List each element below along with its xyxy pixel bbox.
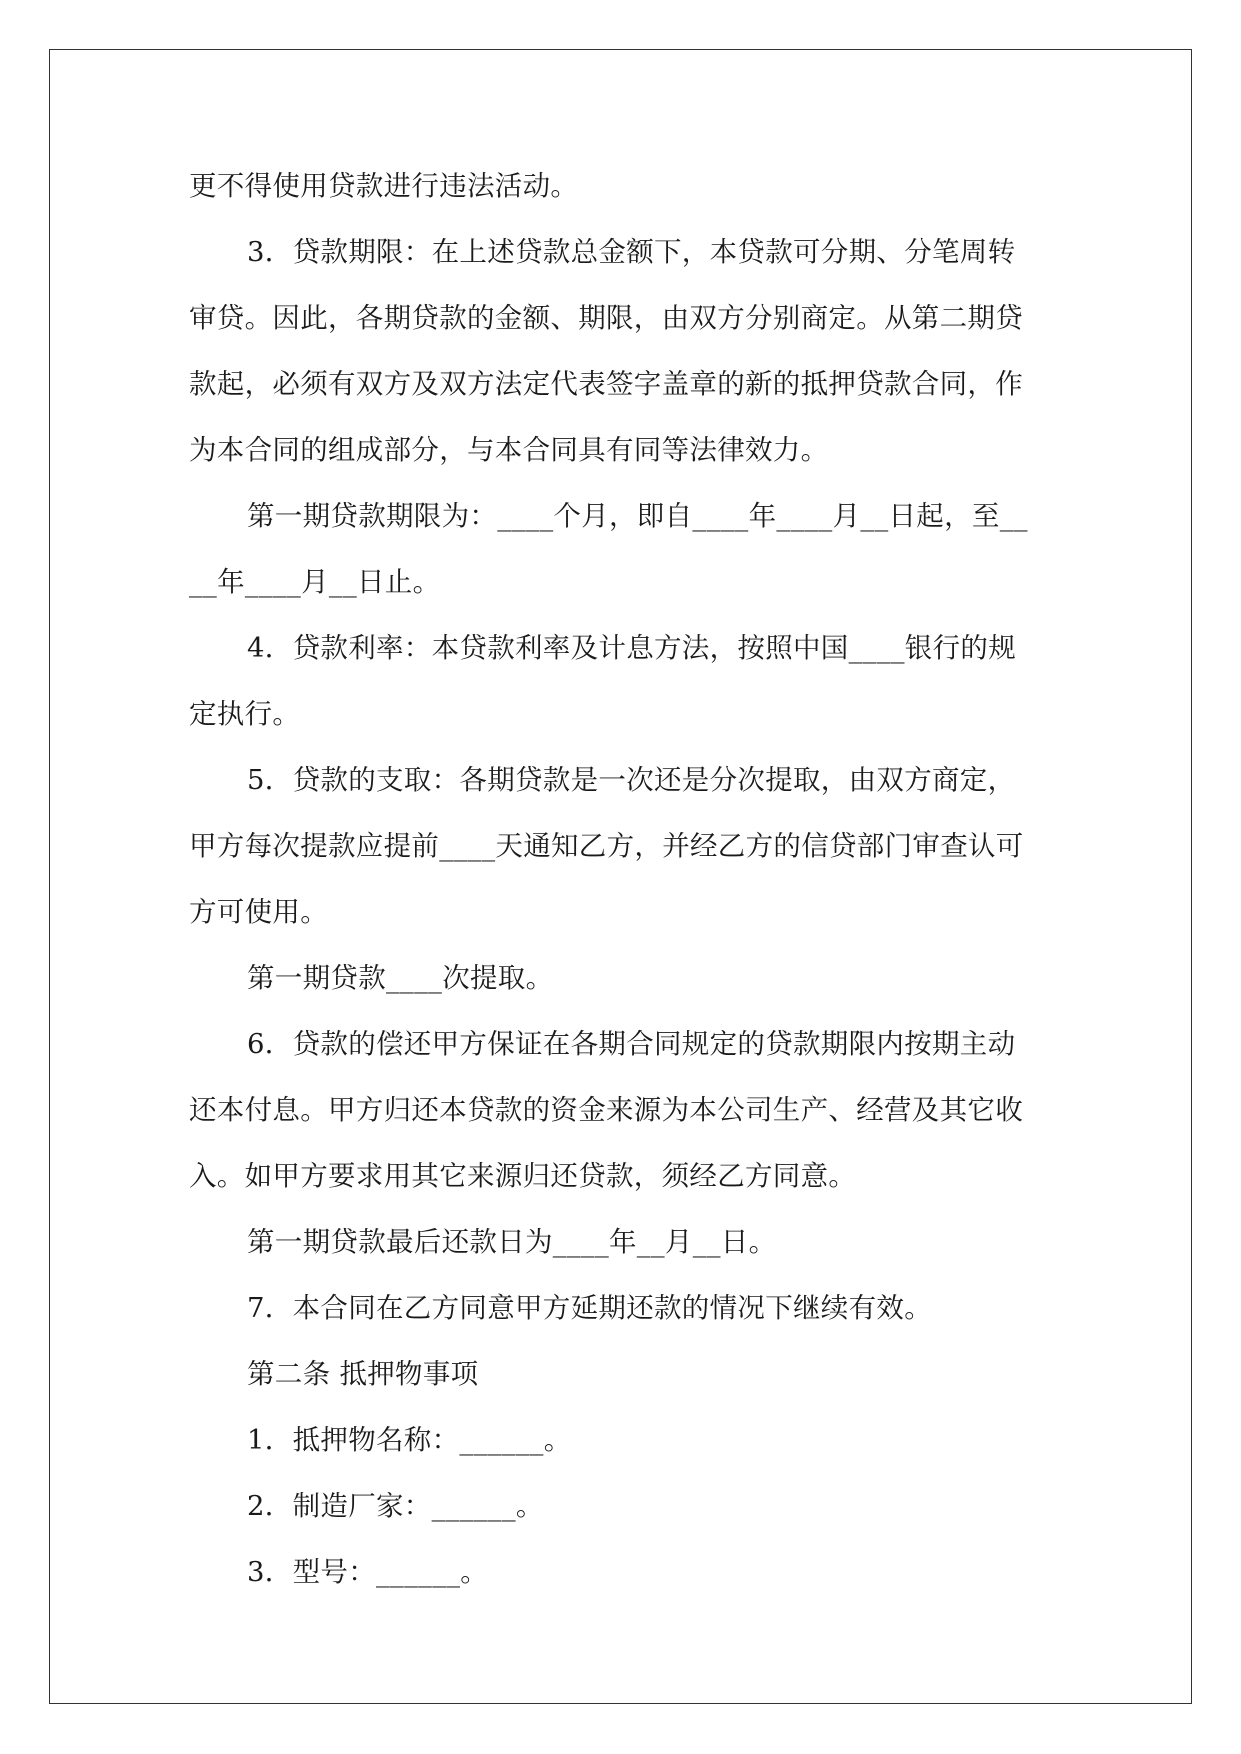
text-line: 6．贷款的偿还甲方保证在各期合同规定的贷款期限内按期主动 <box>247 1028 1016 1060</box>
text-line: 方可使用。 <box>189 896 328 928</box>
text-line: 甲方每次提款应提前____天通知乙方，并经乙方的信贷部门审查认可 <box>189 830 1024 862</box>
text-line: 还本付息。甲方归还本贷款的资金来源为本公司生产、经营及其它收 <box>189 1094 1023 1126</box>
text-line: 更不得使用贷款进行违法活动。 <box>189 170 579 202</box>
text-line: 第一期贷款最后还款日为____年__月__日。 <box>247 1226 777 1258</box>
text-line: __年____月__日止。 <box>189 566 441 598</box>
text-line: 第一期贷款期限为：____个月，即自____年____月__日起，至__ <box>247 500 1028 532</box>
text-line: 定执行。 <box>189 698 301 730</box>
text-line: 审贷。因此，各期贷款的金额、期限，由双方分别商定。从第二期贷 <box>189 302 1023 334</box>
text-line: 4．贷款利率：本贷款利率及计息方法，按照中国____银行的规 <box>247 632 1016 664</box>
text-line: 7．本合同在乙方同意甲方延期还款的情况下继续有效。 <box>247 1292 932 1324</box>
document-body <box>189 153 1059 1605</box>
text-line: 款起，必须有双方及双方法定代表签字盖章的新的抵押贷款合同，作 <box>189 368 1023 400</box>
text-line: 5．贷款的支取：各期贷款是一次还是分次提取，由双方商定， <box>247 764 1016 796</box>
section-heading: 第二条 抵押物事项 <box>247 1358 479 1390</box>
text-line: 第一期贷款____次提取。 <box>247 962 554 994</box>
text-line: 入。如甲方要求用其它来源归还贷款，须经乙方同意。 <box>189 1160 857 1192</box>
text-line: 3．型号：______。 <box>247 1556 489 1588</box>
text-line: 2．制造厂家：______。 <box>247 1490 544 1522</box>
text-line: 为本合同的组成部分，与本合同具有同等法律效力。 <box>189 434 829 466</box>
text-line: 1．抵押物名称：______。 <box>247 1424 572 1456</box>
text-line: 3．贷款期限：在上述贷款总金额下，本贷款可分期、分笔周转 <box>247 236 1016 268</box>
